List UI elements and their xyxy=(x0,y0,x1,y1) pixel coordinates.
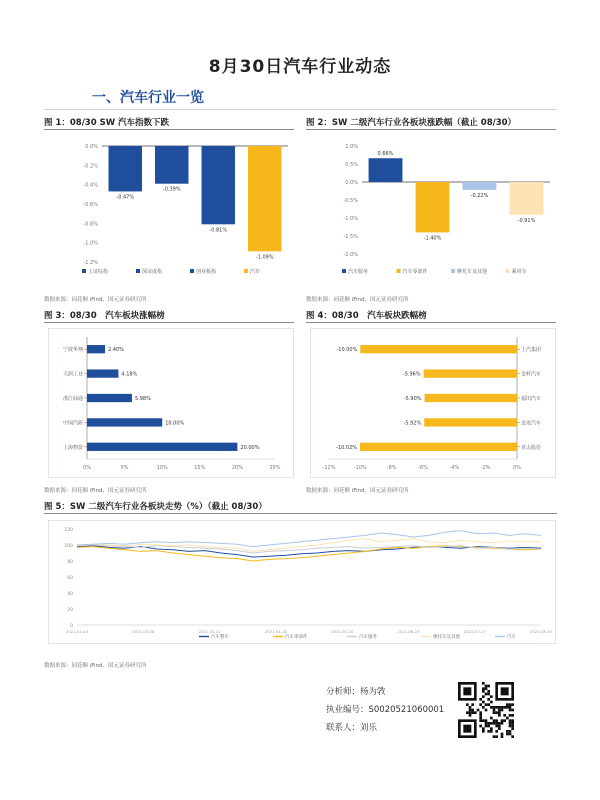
qr-module xyxy=(501,733,504,736)
fig5-chart xyxy=(49,521,555,643)
bar xyxy=(87,394,132,402)
category-label: 中国汽研 xyxy=(62,420,83,427)
contact-name: 联系人：刘乐 xyxy=(326,723,378,733)
qr-module xyxy=(498,727,501,730)
legend-label: 汽车零部件 xyxy=(402,269,428,275)
qr-module xyxy=(490,717,493,720)
qr-module xyxy=(487,722,490,725)
x-tick-label: 2021-03-11 xyxy=(198,629,221,634)
qr-module xyxy=(490,727,493,730)
data-label: -0.22% xyxy=(470,192,489,199)
data-label: -10.02% xyxy=(336,444,358,451)
qr-module xyxy=(471,709,474,712)
bar xyxy=(248,146,281,251)
qr-module xyxy=(477,709,480,712)
legend-label: 汽车整车 xyxy=(211,635,229,640)
data-label: 4.18% xyxy=(121,371,138,378)
qr-module xyxy=(498,725,501,728)
qr-finder-core xyxy=(463,687,471,695)
legend-label: 汽车服务 xyxy=(348,269,369,275)
qr-module xyxy=(487,690,490,693)
x-tick-label: 2021-04-16 xyxy=(264,629,287,634)
bar xyxy=(360,443,517,451)
fig2-title: 图 2：SW 二级汽车行业各板块涨跌幅（截止 08/30） xyxy=(306,118,517,128)
data-label: -10.00% xyxy=(336,347,358,354)
x-tick-label: 2021-07-27 xyxy=(463,629,486,634)
qr-module xyxy=(482,682,485,685)
legend-label: 汽车 xyxy=(507,635,516,640)
qr-module xyxy=(498,706,501,709)
legend-swatch xyxy=(190,269,194,273)
qr-module xyxy=(485,725,488,728)
qr-module xyxy=(471,703,474,706)
qr-module xyxy=(490,695,493,698)
qr-module xyxy=(511,719,514,722)
data-label: -0.91% xyxy=(517,217,536,224)
legend-swatch xyxy=(244,269,248,273)
qr-module xyxy=(482,701,485,704)
legend-label: 摩托车及其他 xyxy=(457,269,488,275)
y-tick-label: 80 xyxy=(67,560,73,565)
qr-module xyxy=(479,719,482,722)
fig5-title: 图 5：SW 二级汽车行业各板块走势（%）（截止 08/30） xyxy=(44,502,267,512)
bar xyxy=(425,394,517,402)
qr-code-icon xyxy=(458,682,514,738)
fig2-chart xyxy=(306,132,556,282)
category-label: 上海物贸 xyxy=(62,444,83,451)
qr-module xyxy=(511,725,514,728)
qr-module xyxy=(479,717,482,720)
category-label: 金杯汽车 xyxy=(521,371,542,378)
bar xyxy=(87,345,105,353)
qr-module xyxy=(498,711,501,714)
legend-label: 上证综指 xyxy=(88,269,109,275)
qr-module xyxy=(485,709,488,712)
bar xyxy=(87,369,118,377)
qr-module xyxy=(495,722,498,725)
category-label: 浙江仙通 xyxy=(62,396,83,402)
legend-swatch xyxy=(136,269,140,273)
analyst-license: 执业编号：S0020521060001 xyxy=(326,705,445,715)
bar xyxy=(87,443,237,451)
bar xyxy=(87,418,162,426)
fig4-rule xyxy=(306,322,556,323)
page-title: 8月30日汽车行业动态 xyxy=(208,57,392,77)
y-tick-label: 60 xyxy=(67,576,73,581)
y-tick-label: 40 xyxy=(67,592,73,597)
qr-module xyxy=(503,719,506,722)
data-label: 20.00% xyxy=(240,444,260,451)
qr-module xyxy=(501,722,504,725)
y-tick-label: -1.5% xyxy=(343,234,358,240)
fig3-chart xyxy=(49,329,293,477)
legend-label: 乘用车 xyxy=(511,269,527,275)
y-tick-label: 0.0% xyxy=(85,144,98,150)
qr-module xyxy=(509,703,512,706)
x-tick-label: 0% xyxy=(513,465,521,471)
analyst-name: 分析师：杨为敩 xyxy=(326,687,386,697)
qr-module xyxy=(482,727,485,730)
bar xyxy=(510,182,544,215)
fig4-source: 数据来源：同花顺 iFind，国元证券研究所 xyxy=(306,488,409,494)
category-label: 金龙汽车 xyxy=(521,420,542,427)
qr-module xyxy=(503,714,506,717)
qr-module xyxy=(482,706,485,709)
qr-module xyxy=(501,706,504,709)
y-tick-label: 0.5% xyxy=(345,162,358,168)
y-tick-label: -0.6% xyxy=(83,202,98,208)
section-heading: 一、汽车行业一览 xyxy=(92,90,204,106)
legend-label: 汽车零部件 xyxy=(285,635,308,640)
qr-module xyxy=(511,735,514,738)
qr-module xyxy=(490,706,493,709)
y-tick-label: -0.5% xyxy=(343,198,358,204)
qr-module xyxy=(493,719,496,722)
qr-module xyxy=(506,703,509,706)
category-label: 福田汽车 xyxy=(521,396,542,402)
data-label: -5.92% xyxy=(403,420,422,427)
data-label: -0.39% xyxy=(162,186,181,193)
qr-module xyxy=(485,687,488,690)
data-label: 5.98% xyxy=(134,396,151,402)
fig3-title: 图 3：08/30 汽车板块涨幅榜 xyxy=(44,311,165,321)
qr-module xyxy=(501,719,504,722)
x-tick-label: 25% xyxy=(269,465,281,471)
qr-module xyxy=(495,711,498,714)
bar xyxy=(202,146,235,224)
qr-module xyxy=(493,709,496,712)
fig4-title: 图 4：08/30 汽车板块跌幅榜 xyxy=(306,311,427,321)
qr-module xyxy=(495,735,498,738)
qr-module xyxy=(479,714,482,717)
y-tick-label: 100 xyxy=(64,544,73,549)
qr-module xyxy=(469,714,472,717)
data-label: -5.90% xyxy=(403,396,422,402)
legend-swatch xyxy=(82,269,86,273)
qr-module xyxy=(487,730,490,733)
category-label: 宁波华翔 xyxy=(62,347,83,354)
qr-module xyxy=(485,685,488,688)
qr-module xyxy=(509,709,512,712)
qr-finder-core xyxy=(501,687,509,695)
x-tick-label: -2% xyxy=(480,465,491,471)
y-tick-label: 0 xyxy=(70,624,73,629)
section-rule xyxy=(44,109,557,110)
data-label: -5.96% xyxy=(402,371,421,378)
legend-swatch xyxy=(342,269,346,273)
qr-module xyxy=(506,733,509,736)
qr-module xyxy=(493,706,496,709)
qr-module xyxy=(501,735,504,738)
data-label: 10.00% xyxy=(165,420,185,427)
x-tick-label: 10% xyxy=(156,465,168,471)
bar xyxy=(424,369,517,377)
qr-module xyxy=(482,695,485,698)
category-label: 亚太股份 xyxy=(521,444,542,451)
x-tick-label: 2021-02-08 xyxy=(132,629,155,634)
qr-module xyxy=(479,698,482,701)
qr-module xyxy=(511,722,514,725)
qr-module xyxy=(495,719,498,722)
y-tick-label: -0.2% xyxy=(83,163,98,170)
qr-module xyxy=(487,725,490,728)
y-tick-label: 0.0% xyxy=(345,180,358,186)
y-tick-label: 120 xyxy=(64,528,73,533)
fig1-chart xyxy=(44,132,294,282)
qr-module xyxy=(493,722,496,725)
qr-module xyxy=(493,711,496,714)
fig1-source: 数据来源：同花顺 iFind，国元证券研究所 xyxy=(44,297,147,303)
qr-module xyxy=(490,730,493,733)
y-tick-label: 20 xyxy=(67,608,73,613)
qr-module xyxy=(479,711,482,714)
qr-module xyxy=(506,717,509,720)
qr-module xyxy=(471,711,474,714)
fig4-chart xyxy=(311,329,555,477)
data-label: -1.09% xyxy=(255,254,274,261)
x-tick-label: -6% xyxy=(418,465,428,471)
bar xyxy=(463,182,497,190)
bar xyxy=(416,182,450,232)
qr-module xyxy=(469,709,472,712)
data-label: 0.66% xyxy=(377,151,394,158)
data-label: -1.40% xyxy=(423,235,442,242)
qr-module xyxy=(493,735,496,738)
qr-module xyxy=(466,703,469,706)
qr-module xyxy=(509,725,512,728)
qr-module xyxy=(482,719,485,722)
y-tick-label: -1.2% xyxy=(83,260,98,266)
data-label: -0.81% xyxy=(209,227,228,234)
x-tick-label: 0% xyxy=(83,465,91,471)
qr-module xyxy=(487,693,490,696)
category-label: 上汽集团 xyxy=(521,347,542,354)
x-tick-label: 5% xyxy=(120,465,129,471)
x-tick-label: 15% xyxy=(194,465,206,471)
qr-module xyxy=(509,719,512,722)
fig5-rule xyxy=(44,513,557,514)
qr-module xyxy=(479,703,482,706)
bar xyxy=(360,345,517,353)
x-tick-label: -12% xyxy=(322,465,336,471)
y-tick-label: -1.0% xyxy=(83,240,98,247)
qr-module xyxy=(509,714,512,717)
qr-module xyxy=(485,722,488,725)
qr-finder-core xyxy=(463,725,471,733)
x-tick-label: 2021-05-20 xyxy=(331,629,354,634)
qr-module xyxy=(501,709,504,712)
qr-module xyxy=(509,706,512,709)
qr-module xyxy=(498,709,501,712)
qr-module xyxy=(479,725,482,728)
qr-module xyxy=(469,706,472,709)
qr-module xyxy=(506,730,509,733)
fig4-card xyxy=(310,328,556,478)
y-tick-label: 1.0% xyxy=(345,144,358,150)
legend-label: 摩托车及其他 xyxy=(433,635,460,640)
qr-module xyxy=(498,722,501,725)
data-label: 2.40% xyxy=(108,347,124,354)
qr-module xyxy=(511,709,514,712)
fig5-card xyxy=(48,520,556,644)
fig2-source: 数据来源：同花顺 iFind，国元证券研究所 xyxy=(306,297,409,303)
fig1-rule xyxy=(44,129,294,130)
qr-module xyxy=(487,698,490,701)
bar xyxy=(424,418,517,426)
fig3-card xyxy=(48,328,294,478)
qr-module xyxy=(506,706,509,709)
bar xyxy=(369,158,403,182)
qr-module xyxy=(485,703,488,706)
qr-module xyxy=(511,714,514,717)
legend-label: 创业板指 xyxy=(196,269,217,275)
x-tick-label: -4% xyxy=(449,465,460,471)
qr-module xyxy=(482,730,485,733)
x-tick-label: 2021-08-30 xyxy=(529,629,553,634)
legend-label: 汽车 xyxy=(250,269,261,275)
x-tick-label: -8% xyxy=(386,465,397,471)
qr-module xyxy=(511,727,514,730)
qr-module xyxy=(490,722,493,725)
x-tick-label: 2021-01-04 xyxy=(65,629,89,634)
fig3-source: 数据来源：同花顺 iFind，国元证券研究所 xyxy=(44,488,147,494)
category-label: 天润工业 xyxy=(62,371,83,378)
qr-module xyxy=(503,706,506,709)
qr-module xyxy=(509,730,512,733)
y-tick-label: -0.4% xyxy=(83,182,98,189)
qr-module xyxy=(487,685,490,688)
legend-label: 深证成指 xyxy=(142,269,163,275)
x-tick-label: 20% xyxy=(231,465,243,471)
y-tick-label: -0.8% xyxy=(83,221,98,228)
qr-module xyxy=(487,703,490,706)
qr-module xyxy=(469,711,472,714)
legend-label: 汽车服务 xyxy=(359,635,377,640)
x-tick-label: 2021-06-23 xyxy=(397,629,420,634)
fig2-rule xyxy=(306,129,556,130)
qr-module xyxy=(485,719,488,722)
qr-module xyxy=(474,711,477,714)
legend-swatch xyxy=(397,269,401,273)
qr-module xyxy=(482,690,485,693)
y-tick-label: -1.0% xyxy=(343,216,358,222)
qr-module xyxy=(490,701,493,704)
qr-module xyxy=(482,687,485,690)
qr-module xyxy=(495,725,498,728)
qr-module xyxy=(495,730,498,733)
fig1-title: 图 1：08/30 SW 汽车指数下跌 xyxy=(44,118,170,128)
qr-module xyxy=(509,733,512,736)
qr-module xyxy=(509,722,512,725)
qr-module xyxy=(498,714,501,717)
x-tick-label: -10% xyxy=(353,465,367,471)
bar xyxy=(109,146,142,191)
fig3-rule xyxy=(44,322,294,323)
qr-module xyxy=(466,711,469,714)
qr-module xyxy=(511,703,514,706)
legend-swatch xyxy=(451,269,455,273)
qr-module xyxy=(485,693,488,696)
fig5-source: 数据来源：同花顺 iFind，国元证券研究所 xyxy=(44,663,147,669)
data-label: -0.47% xyxy=(116,194,135,201)
legend-swatch xyxy=(506,269,510,273)
y-tick-label: -2.0% xyxy=(343,252,358,258)
qr-module xyxy=(495,706,498,709)
bar xyxy=(155,146,188,184)
